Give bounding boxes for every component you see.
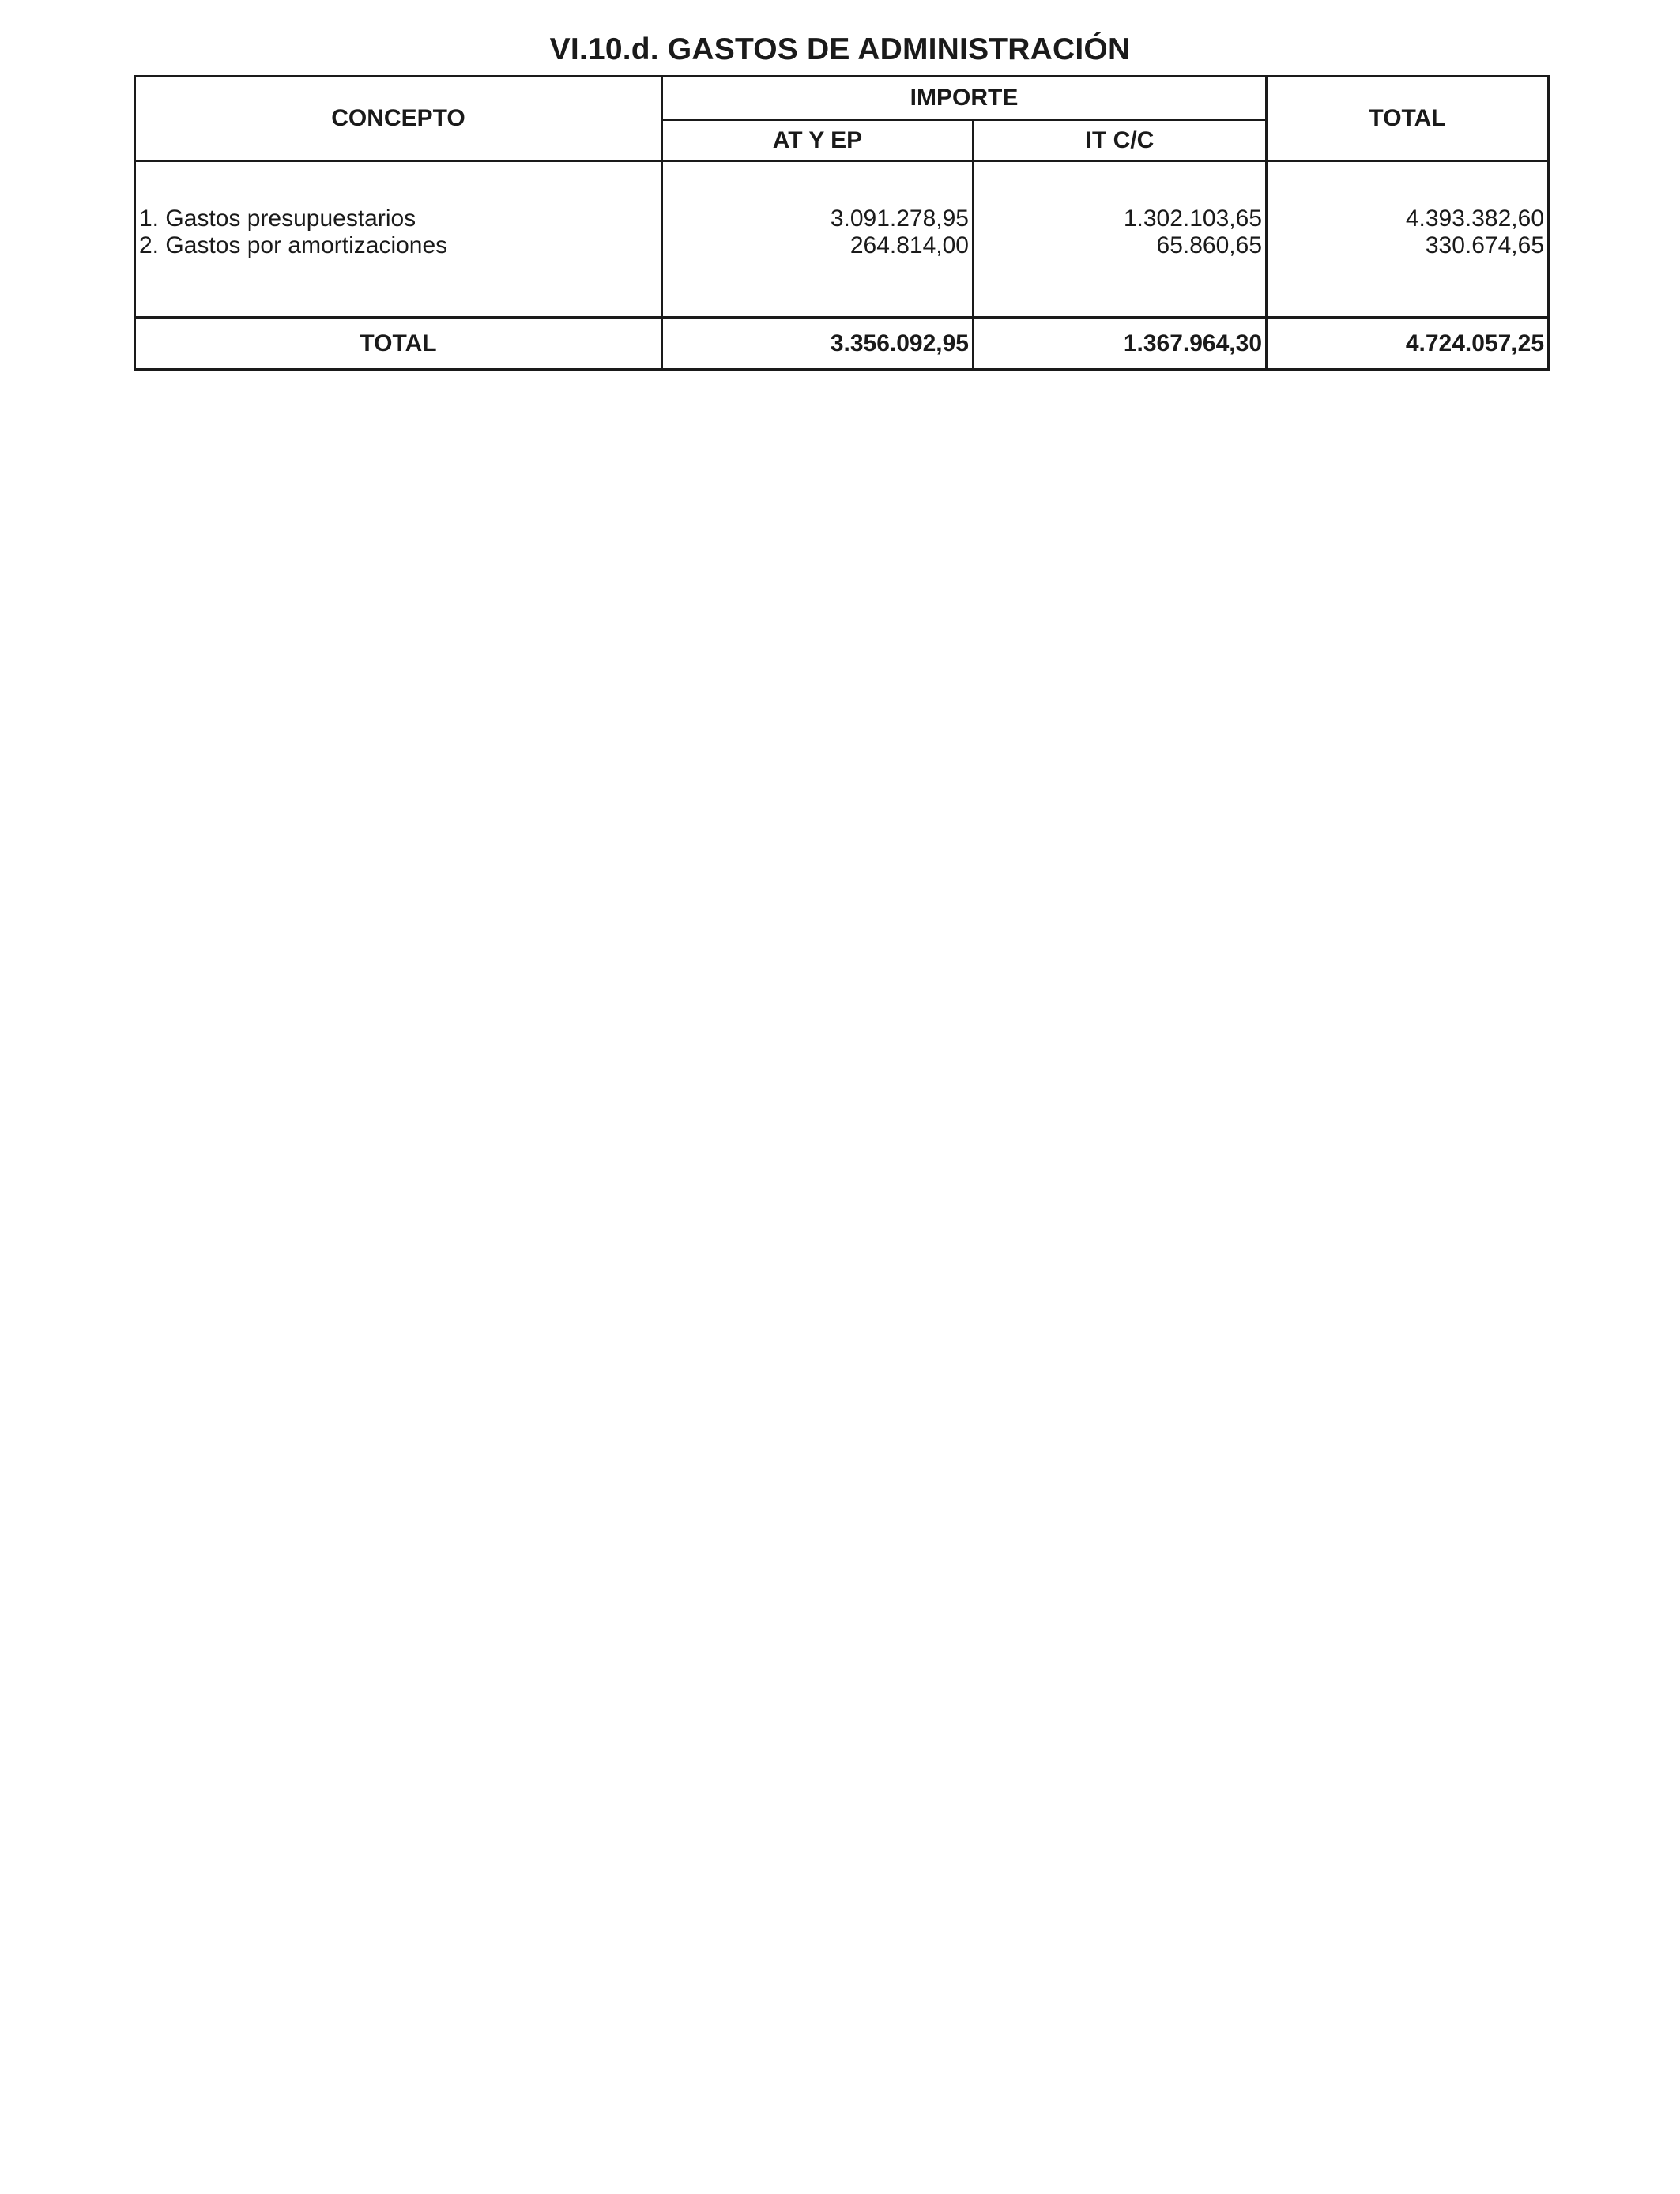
row-concepto: 2. Gastos por amortizaciones xyxy=(135,232,662,318)
header-row xyxy=(135,77,1549,120)
row-it-cc: 1.302.103,65 xyxy=(974,161,1267,232)
totals-row xyxy=(135,318,1549,370)
header-total: TOTAL xyxy=(1267,77,1549,161)
header-at-y-ep: AT Y EP xyxy=(662,120,974,161)
totals-at-y-ep: 3.356.092,95 xyxy=(662,318,974,370)
row-concepto: 1. Gastos presupuestarios xyxy=(135,161,662,232)
expenses-table xyxy=(134,75,1550,371)
row-total: 330.674,65 xyxy=(1267,232,1549,318)
header-concepto: CONCEPTO xyxy=(135,77,662,161)
table-row xyxy=(135,161,1549,232)
page-title: VI.10.d. GASTOS DE ADMINISTRACIÓN xyxy=(549,32,1131,66)
row-at-y-ep: 3.091.278,95 xyxy=(662,161,974,232)
row-it-cc: 65.860,65 xyxy=(974,232,1267,318)
totals-total: 4.724.057,25 xyxy=(1267,318,1549,370)
row-total: 4.393.382,60 xyxy=(1267,161,1549,232)
header-it-cc: IT C/C xyxy=(974,120,1267,161)
row-at-y-ep: 264.814,00 xyxy=(662,232,974,318)
table-row xyxy=(135,232,1549,318)
totals-it-cc: 1.367.964,30 xyxy=(974,318,1267,370)
totals-label: TOTAL xyxy=(135,318,662,370)
header-importe: IMPORTE xyxy=(662,77,1267,120)
